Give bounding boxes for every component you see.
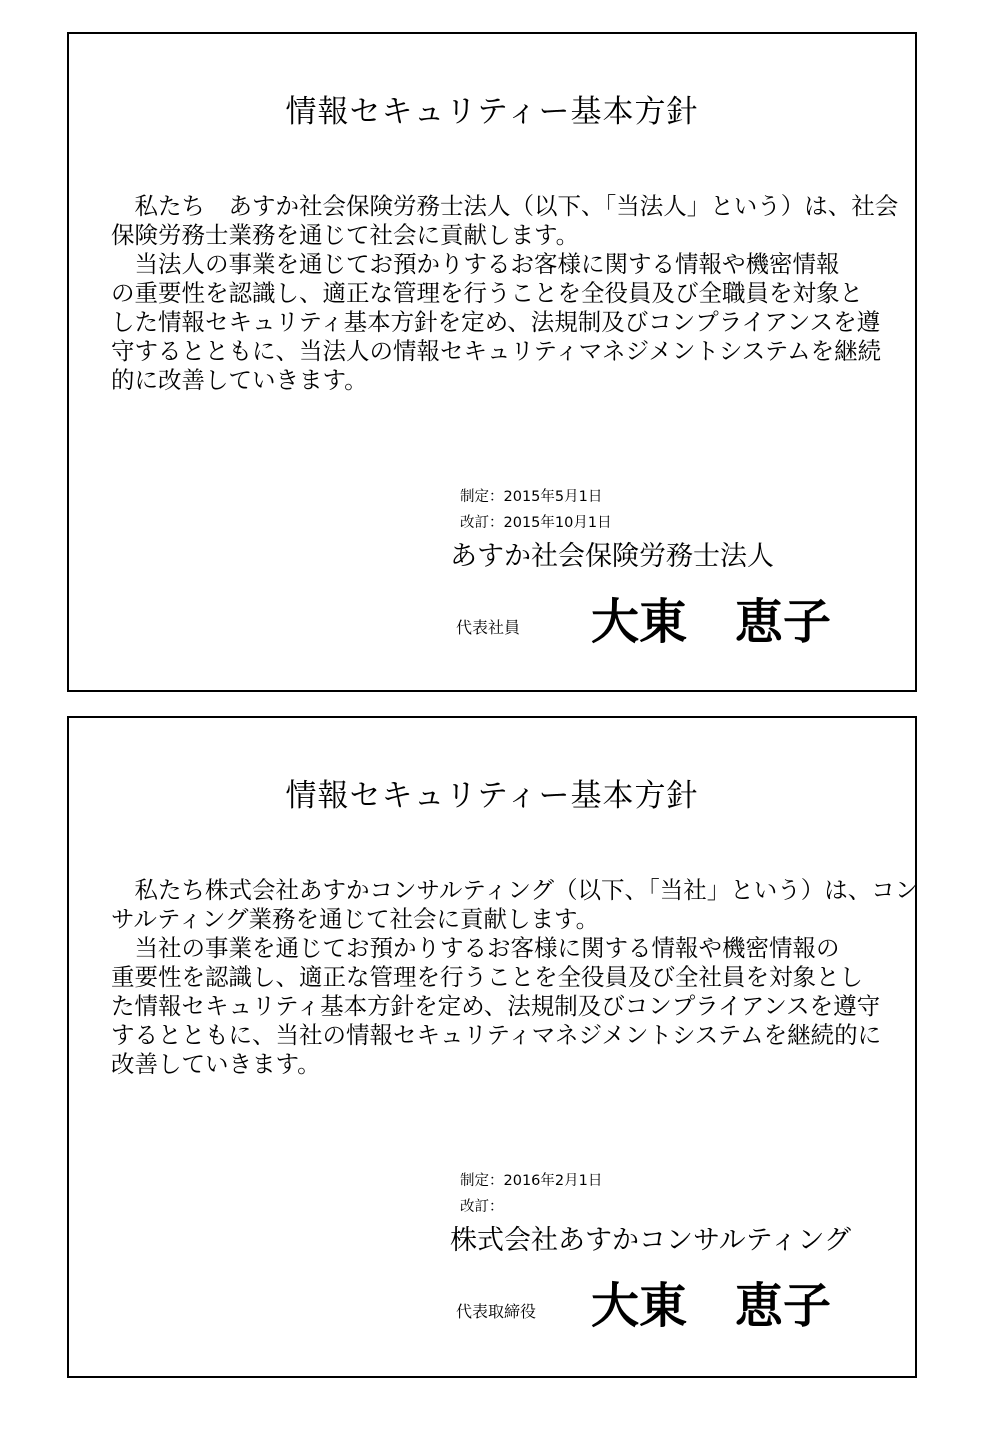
policy-document-2 <box>67 716 917 1378</box>
policy-body-line: 私たち あすか社会保険労務士法人（以下、「当法人」という）は、社会 <box>111 192 899 220</box>
policy-body-line: 当法人の事業を通じてお預かりするお客様に関する情報や機密情報 <box>111 250 840 278</box>
policy-body <box>111 192 911 395</box>
policy-body-line: の重要性を認識し、適正な管理を行うことを全役員及び全職員を対象と <box>111 279 863 307</box>
enacted-date: 制定：2016年2月1日 <box>460 1173 603 1189</box>
policy-body-line: た情報セキュリティ基本方針を定め、法規制及びコンプライアンスを遵守 <box>111 992 881 1020</box>
policy-body-line: 守するとともに、当法人の情報セキュリティマネジメントシステムを継続 <box>111 337 882 365</box>
policy-body <box>111 876 919 1079</box>
signer-role: 代表社員 <box>456 618 521 637</box>
policy-title: 情報セキュリティー基本方針 <box>285 778 699 814</box>
organization-name: 株式会社あすかコンサルティング <box>450 1225 851 1256</box>
policy-body-line: するとともに、当社の情報セキュリティマネジメントシステムを継続的に <box>111 1021 882 1049</box>
revised-date: 改訂：2015年10月1日 <box>460 515 612 531</box>
policy-title: 情報セキュリティー基本方針 <box>285 94 699 130</box>
revised-date: 改訂： <box>460 1199 504 1215</box>
policy-body-line: 当社の事業を通じてお預かりするお客様に関する情報や機密情報の <box>111 934 840 962</box>
signer-name: 大東 恵子 <box>591 594 832 650</box>
policy-document-1 <box>67 32 917 692</box>
policy-body-line: 的に改善していきます。 <box>111 366 368 394</box>
signer-role: 代表取締役 <box>456 1302 537 1321</box>
policy-body-line: 保険労務士業務を通じて社会に貢献します。 <box>111 221 580 249</box>
policy-body-line: 改善していきます。 <box>111 1050 321 1078</box>
policy-body-line: した情報セキュリティ基本方針を定め、法規制及びコンプライアンスを遵 <box>111 308 881 336</box>
policy-body-line: サルティング業務を通じて社会に貢献します。 <box>111 905 600 933</box>
organization-name: あすか社会保険労務士法人 <box>450 541 774 572</box>
signer-name: 大東 恵子 <box>591 1278 832 1334</box>
policy-body-line: 重要性を認識し、適正な管理を行うことを全役員及び全社員を対象とし <box>111 963 863 991</box>
policy-body-line: 私たち株式会社あすかコンサルティング（以下、「当社」という）は、コン <box>111 876 919 904</box>
enacted-date: 制定：2015年5月1日 <box>460 489 603 505</box>
